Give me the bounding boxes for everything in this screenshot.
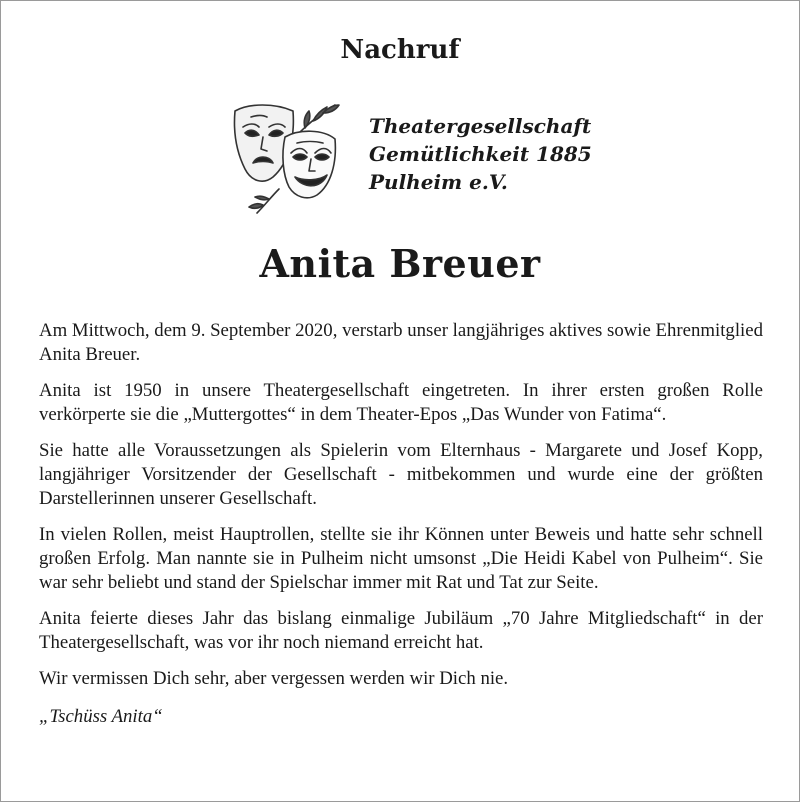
organization-name (369, 112, 592, 196)
deceased-name: Anita Breuer (259, 241, 541, 286)
paragraph: Anita ist 1950 in unsere Theatergesellschaft eingetreten. In ihrer ersten großen Rolle verkörperte sie die „Muttergottes“ in dem Theater-Epos „Das Wunder von Fatima“. (39, 380, 763, 425)
paragraph: Sie hatte alle Voraussetzungen als Spielerin vom Elternhaus - Margarete und Josef Kopp, langjähriger Vorsitzender der Gesellschaft - mitbekommen und wurde eine der größten Darstellerinnen unserer Gesellschaft. (39, 440, 763, 509)
theater-masks-icon (227, 97, 353, 215)
paragraph: Anita feierte dieses Jahr das bislang einmalige Jubiläum „70 Jahre Mitgliedschaft“ in der Theatergesellschaft, was vor ihr noch niemand erreicht hat. (39, 608, 763, 653)
obituary-text (39, 319, 763, 741)
org-line: Gemütlichkeit 1885 (369, 142, 592, 166)
paragraph: Am Mittwoch, dem 9. September 2020, verstarb unser langjähriges aktives sowie Ehrenmitglied Anita Breuer. (39, 320, 763, 365)
closing-quote: „Tschüss Anita“ (39, 706, 163, 727)
paragraph: In vielen Rollen, meist Hauptrollen, stellte sie ihr Können unter Beweis und hatte sehr schnell großen Erfolg. Man nannte sie in Pulheim nicht umsonst „Die Heidi Kabel von Pulheim“. Sie war sehr beliebt und stand der Spielschar immer mit Rat und Tat zur Seite. (39, 524, 763, 593)
page-title: Nachruf (340, 35, 460, 65)
org-line: Pulheim e.V. (369, 170, 508, 194)
paragraph: Wir vermissen Dich sehr, aber vergessen werden wir Dich nie. (39, 668, 509, 689)
org-line: Theatergesellschaft (369, 114, 592, 138)
